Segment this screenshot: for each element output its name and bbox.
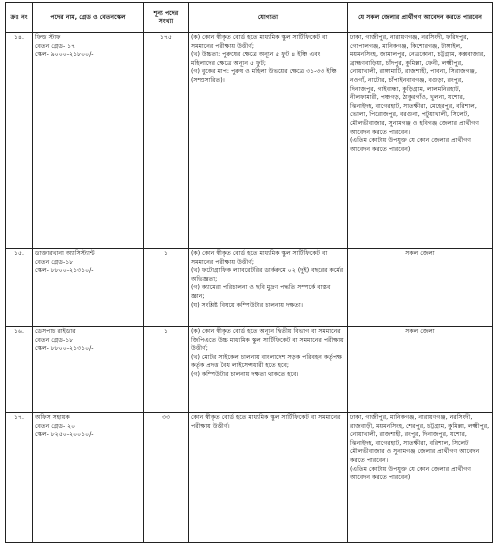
header-serial: ক্রঃ নং	[6, 3, 33, 33]
row-serial: ১৪.	[6, 33, 33, 249]
post-title: ডেসপাচ রাইডার	[35, 328, 76, 335]
district-list: সকল জেলা	[405, 250, 435, 257]
qualification-cell	[189, 249, 348, 327]
qualification-item: (গ) বুকের মাপ: পুরুষ ও মহিলা উভয়ের ক্ষেত্রে ৩১-৩৩ ইঞ্চি (সম্প্রসারিত)।	[191, 68, 337, 84]
recruitment-table	[5, 2, 493, 543]
post-title: অফিস সহায়ক	[35, 414, 70, 421]
vacancy-count: ১	[144, 249, 189, 327]
qualification-cell	[189, 413, 348, 543]
row-serial: ১৫.	[6, 249, 33, 327]
row-serial: ১৬.	[6, 327, 33, 413]
orphan-quota-note: (এতিম কোটায় উপযুক্ত যে কোন জেলার প্রার্থীগণ আবেদন করতে পারবেন)	[350, 137, 472, 153]
vacancy-count: ১	[144, 327, 189, 413]
qualification-item: (গ) ক্যামেরা পরিচালনা ও ছবি মুদ্রণ পদ্ধতি সম্পর্কে বাস্তব জ্ঞান;	[191, 284, 331, 300]
header-districts: যে সকল জেলার প্রার্থীগণ আবেদন করতে পারবেন	[348, 3, 493, 33]
qualification-item: (খ) ফটোগ্রাফিক ল্যাবরেটরির ডার্করুমে ০২ (দুই) বছরের কর্মের অভিজ্ঞতা;	[191, 267, 344, 283]
post-grade: বেতন গ্রেড- ২০	[35, 422, 76, 430]
table-row	[6, 249, 493, 327]
vacancy-count: ১৭৫	[144, 33, 189, 249]
table-row	[6, 327, 493, 413]
qualification-item: (ঘ) সংশ্লিষ্ট বিষয়ে কম্পিউটার চালনায় দক্ষতা।	[191, 301, 303, 309]
vacancy-count: ৩৩	[144, 413, 189, 543]
post-scale: স্কেল- ৮৮০০-২১৩১০/-	[35, 345, 94, 353]
table-header-row	[6, 3, 493, 33]
qualification-item: (খ) উচ্চতা: পুরুষের ক্ষেত্রে অন্যূন ৫ ফুট ৪ ইঞ্চি এবং মহিলাদের ক্ষেত্রে অন্যূন ৫ ফুট;	[191, 51, 321, 67]
header-post: পদের নাম, গ্রেড ও বেতনস্কেল	[33, 3, 144, 33]
districts-cell	[348, 249, 493, 327]
qualification-item: (খ) মোটর সাইকেল চালনায় বাংলাদেশ সড়ক পরিবহন কর্তৃপক্ষ কর্তৃক প্রদত্ত বৈধ লাইসেন্সধারী হতে হবে;	[191, 353, 343, 370]
post-grade: বেতন গ্রেড-১৮	[35, 258, 74, 266]
post-scale: স্কেল- ৯০০০-২১৮০০/-	[35, 51, 94, 59]
post-title: ফিল্ড স্টাফ	[35, 34, 61, 41]
qualification-cell	[189, 327, 348, 413]
post-title: ডাক্তারখানা অ্যাসিস্ট্যান্ট	[35, 250, 95, 257]
post-grade: বেতন গ্রেড-১৮	[35, 336, 74, 344]
qualification-item: (ক) কোন স্বীকৃত বোর্ড হতে অন্যূন দ্বিতীয় বিভাগ বা সমমানের জিপিএতে উচ্চ মাধ্যমিক স্কুল সার্টিফিকেট বা সমমানের পরীক্ষায় উত্তীর্ণ;	[191, 328, 344, 353]
post-grade: বেতন গ্রেড- ১৭	[35, 42, 76, 50]
post-cell	[33, 327, 144, 413]
post-cell	[33, 33, 144, 249]
post-cell	[33, 413, 144, 543]
post-scale: স্কেল- ৮২৫০-২০০১০/-	[35, 431, 94, 439]
qualification-item: (ক) কোন স্বীকৃত বোর্ড হতে মাধ্যমিক স্কুল সার্টিফিকেট বা সমমানের পরীক্ষায় উত্তীর্ণ;	[191, 250, 328, 266]
header-vacancy: শূন্য পদের সংখ্যা	[144, 3, 189, 33]
districts-cell	[348, 413, 493, 543]
qualification-item: কোন স্বীকৃত বোর্ড হতে মাধ্যমিক স্কুল সার্টিফিকেট বা সমমানের পরীক্ষায় উত্তীর্ণ।	[191, 414, 341, 430]
qualification-cell	[189, 33, 348, 249]
orphan-quota-note: (এতিম কোটায় উপযুক্ত যে কোন জেলার প্রার্থীগণ আবেদন করতে পারবেন)	[350, 465, 472, 482]
row-serial: ১৭.	[6, 413, 33, 543]
table-row	[6, 33, 493, 249]
district-list: ঢাকা, গাজীপুর, নারায়ণগঞ্জ, নরসিংদী, ফরিদপুর, গোপালগঞ্জ, মানিকগঞ্জ, কিশোরগঞ্জ, টাঙ্গাইল, ময়মনসিংহ, জামালপুর, নেত্রকোনা, চট্টগ্রাম, কক্সবাজার, ব্রাহ্মণবাড়িয়া, চাঁদপুর, কুমিল্লা, ফেনী, লক্ষ্মীপুর, নোয়াখালী, রাঙ্গামাটি, রাজশাহী, পাবনা, সিরাজগঞ্জ, নওগাঁ, নাটোর, চাঁপাইনবাবগঞ্জ, বগুড়া, রংপুর, দিনাজপুর, গাইবান্ধা, কুড়িগ্রাম, লালমনিরহাট, নীলফামারী, পঞ্চগড়, ঠাকুরগাঁও, খুলনা, যশোর, ঝিনাইদহ, বাগেরহাট, সাতক্ষীরা, মেহেরপুর, বরিশাল, ভোলা, পিরোজপুর, বরগুনা, পটুয়াখালী, সিলেট, মৌলভীবাজার, সুনামগঞ্জ ও হবিগঞ্জ জেলার প্রার্থীগণ আবেদন করতে পারবেন।	[350, 34, 486, 136]
districts-cell	[348, 327, 493, 413]
qualification-item: (ক) কোন স্বীকৃত বোর্ড হতে মাধ্যমিক স্কুল সার্টিফিকেট বা সমমানের পরীক্ষায় উত্তীর্ণ;	[191, 34, 328, 50]
district-list: ঢাকা, গাজীপুর, মানিকগঞ্জ, নারায়ণগঞ্জ, নরসিংদী, রাজবাড়ী, ময়মনসিংহ, শেরপুর, চট্টগ্রাম, কুমিল্লা, লক্ষ্মীপুর, নোয়াখালী, রাজশাহী, রংপুর, দিনাজপুর, যশোর, ঝিনাইদহ, বাগেরহাট, সাতক্ষীরা, বরিশাল, সিলেট মৌলভীবাজার ও সুনামগঞ্জ জেলার প্রার্থীগণ আবেদন করতে পারবেন।	[350, 414, 490, 464]
districts-cell	[348, 33, 493, 249]
header-qualification: যোগ্যতা	[189, 3, 348, 33]
qualification-item: (গ) কম্পিউটার চালনায় দক্ষতা থাকতে হবে।	[191, 370, 299, 378]
post-cell	[33, 249, 144, 327]
district-list: সকল জেলা	[405, 328, 435, 335]
post-scale: স্কেল- ৮৮০০-২১৩১০/-	[35, 267, 94, 275]
table-row	[6, 413, 493, 543]
